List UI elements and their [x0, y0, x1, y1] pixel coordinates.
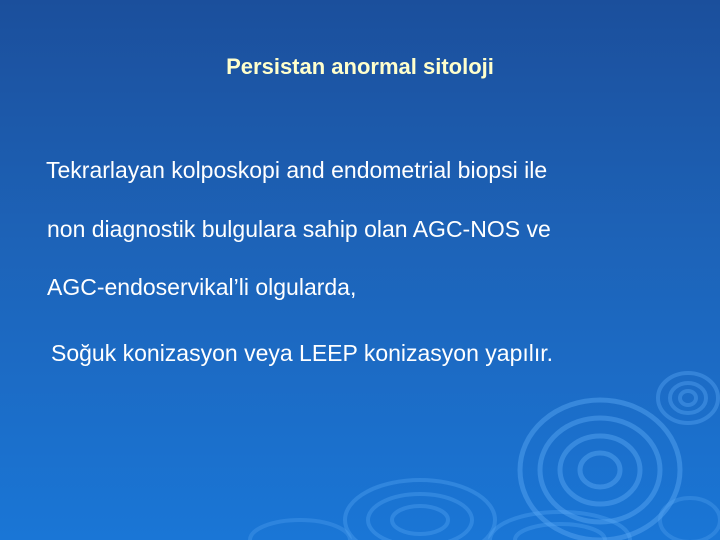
body-line-1: Tekrarlayan kolposkopi and endometrial biopsi ile: [46, 157, 548, 183]
body-line-4: Soğuk konizasyon veya LEEP konizasyon yapılır.: [51, 340, 554, 366]
body-line-2: non diagnostik bulgulara sahip olan AGC-NOS ve: [47, 216, 551, 242]
slide-title: Persistan anormal sitoloji: [226, 54, 494, 79]
body-line-3: AGC-endoservikal’li olgularda,: [47, 274, 357, 300]
